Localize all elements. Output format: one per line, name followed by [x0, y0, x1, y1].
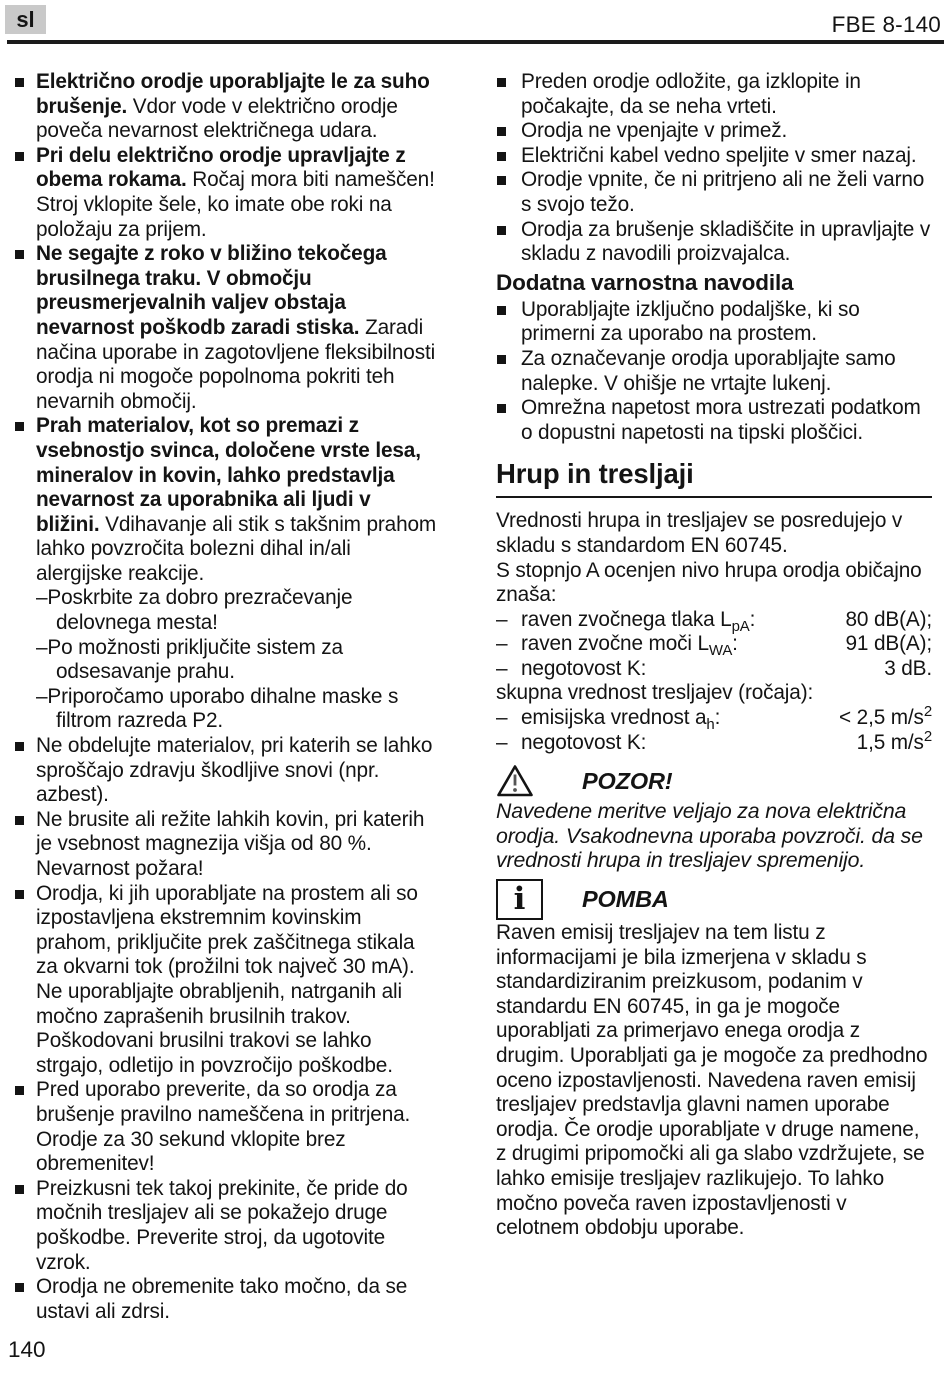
safety-bullet: [496, 168, 932, 217]
noise-row: [496, 657, 932, 682]
row-label-text: raven zvočnega tlaka L: [521, 607, 732, 631]
safety-bullet: [496, 218, 932, 267]
safety-bullet: [14, 1078, 438, 1176]
bullet-bold-text: Pri delu električno orodje upravljajte z obema rokama.: [36, 143, 406, 192]
bullet-text: Orodja ne vpenjajte v primež.: [521, 119, 788, 143]
dash-item: –Poskrbite za dobro prezračevanje delovnega mesta!: [36, 586, 353, 635]
row-label: [521, 706, 839, 734]
vibration-row: [496, 703, 932, 734]
safety-bullet: [496, 144, 932, 169]
row-value: [846, 608, 933, 633]
row-label-colon: :: [732, 632, 738, 656]
row-value-text: 80 dB(A);: [845, 607, 932, 631]
info-icon-box: [496, 879, 543, 920]
bullet-text: Uporabljajte izključno podaljške, ki so primerni za uporabo na prostem.: [521, 297, 860, 346]
row-value-text: 91 dB(A);: [845, 632, 932, 656]
bullet-text: Ročaj mora biti nameščen! Stroj vklopite šele, ko imate obe roki na položaju za prijem.: [36, 168, 435, 241]
bullet-text: Zaradi načina uporabe in zagotovljene fleksibilnosti orodja ni mogoče popolnoma pokriti teh nevarnih območij.: [36, 315, 436, 413]
section-heading: Hrup in tresljaji: [496, 459, 932, 498]
bullet-text: Orodja, ki jih uporabljate na prostem ali so izpostavljena ekstremnim kovinskim prahom, priključite prek zaščitnega stikala za okvarni tok (prožilni tok največ 30 mA). Ne uporabljajte obrabljenih, natrganih ali močno zaprašenih brusilnih trakov. Poškodovani brusilni trakovi se lahko strgajo, odletijo in povzročijo poškodbe.: [36, 881, 418, 1077]
bullet-text: Za označevanje orodja uporabljajte samo nalepke. V ohišje ne vrtajte lukenj.: [521, 346, 896, 395]
row-dash: –: [496, 706, 508, 730]
warning-block-header: [496, 764, 932, 798]
page-number: 140: [8, 1337, 46, 1362]
bullet-text: Omrežna napetost mora ustrezati podatkom o dopustni napetosti na tipski ploščici.: [521, 396, 921, 444]
row-label: [521, 657, 884, 682]
safety-bullet: [14, 1275, 438, 1324]
row-dash: –: [496, 730, 508, 754]
bullet-text: Preden orodje odložite, ga izklopite in počakajte, da se neha vrteti.: [521, 70, 861, 118]
bullet-text: Orodje vpnite, če ni pritrjeno ali ne želi varno s svojo težo.: [521, 168, 925, 216]
dash-item: –Priporočamo uporabo dihalne maske s filtrom razreda P2.: [36, 684, 399, 733]
info-icon: [496, 879, 552, 920]
bullet-text: Orodja za brušenje skladiščite in upravljajte v skladu z navodili proizvajalca.: [521, 217, 931, 266]
safety-bullet: [14, 734, 438, 808]
safety-bullet: [496, 70, 932, 119]
note-block-header: [496, 879, 932, 920]
row-label-subscript: pA: [731, 617, 750, 635]
vibration-row: [496, 727, 932, 756]
row-label: [521, 608, 846, 633]
row-label: [521, 731, 857, 756]
bullet-bold-text: Prah materialov, kot so premazi z vsebnostjo svinca, določene vrste lesa, mineralov in kovin, lahko predstavlja nevarnost za uporabnika ali ljudi v bližini.: [36, 414, 421, 536]
language-badge: sl: [5, 5, 46, 34]
bullet-text: Električni kabel vedno speljite v smer nazaj.: [521, 143, 917, 167]
bullet-text: Ne brusite ali režite lahkih kovin, pri katerih je vsebnost magnezija višja od 80 %. Nevarnost požara!: [36, 807, 425, 880]
left-column: [14, 70, 438, 1324]
warning-triangle-icon: [496, 764, 552, 798]
warning-text: Navedene meritve veljajo za nova električna orodja. Vsakodnevna uporaba povzroči. da se vrednosti hrupa in tresljajev spremenijo.: [496, 799, 923, 873]
right-column: [496, 70, 932, 1324]
noise-intro: Vrednosti hrupa in tresljajev se posredujejo v skladu s standardom EN 60745.: [496, 509, 903, 557]
page-header: [0, 0, 950, 44]
row-label-colon: :: [714, 706, 721, 730]
safety-bullet: [496, 347, 932, 396]
row-value: [839, 703, 932, 731]
info-icon-glyph: i: [513, 881, 526, 918]
safety-bullet: [496, 298, 932, 347]
bullet-text: Preizkusni tek takoj prekinite, če pride do močnih tresljajev ali se pokažejo druge poškodbe. Preverite stroj, da ugotovite vzrok.: [36, 1176, 408, 1274]
model-number: FBE 8-140: [831, 12, 941, 37]
header-rule: [7, 40, 944, 44]
note-text: Raven emisij tresljajev na tem listu z informacijami je bila izmerjena v skladu s standardiziranim preizkusom, podanim v standardu EN 60745, in ga je mogoče uporabljati za primerjavo enega orodja z drugim. Uporabljati ga je mogoče za predhodno oceno izpostavljenosti. Navedena raven emisij tresljajev predstavlja glavni namen uporabe orodja. Če orodje uporabljate v druge namene, z drugimi pripomočki ali ga slabo vzdržujete, se lahko emisije tresljajev razlikujejo. To lahko močno poveča raven izpostavljenosti v celotnem obdobju uporabe.: [496, 921, 928, 1240]
row-value-text: 3 dB.: [884, 656, 932, 680]
row-value-text: 1,5 m/s: [856, 730, 924, 754]
row-value-superscript: 2: [923, 727, 932, 745]
row-value-text: < 2,5 m/s: [839, 706, 924, 730]
row-value: [856, 727, 932, 756]
row-dash: –: [496, 632, 508, 656]
safety-bullet: [14, 1177, 438, 1275]
row-value: [884, 657, 932, 682]
noise-intro: S stopnjo A ocenjen nivo hrupa orodja običajno znaša:: [496, 558, 922, 607]
warning-label: POZOR!: [582, 767, 673, 794]
safety-bullet: [14, 70, 438, 144]
note-label: POMBA: [582, 886, 669, 913]
noise-row: [496, 608, 932, 633]
safety-bullet: [14, 808, 438, 882]
row-label-colon: :: [749, 607, 756, 631]
bullet-bold-text: Ne segajte z roko v bližino tekočega brusilnega traku. V območju preusmerjevalnih valjev obstaja nevarnost poškodb zaradi stiska.: [36, 242, 387, 339]
bullet-text: Orodja ne obremenite tako močno, da se ustavi ali zdrsi.: [36, 1275, 408, 1323]
page-content: [0, 44, 950, 1324]
bullet-text: Vdihavanje ali stik s takšnim prahom lahko povzročita bolezni dihal in/ali alergijske reakcije.: [36, 512, 437, 585]
safety-bullet: [14, 242, 438, 414]
row-value: [846, 632, 933, 657]
safety-bullet: [496, 119, 932, 144]
subsection-heading: Dodatna varnostna navodila: [496, 269, 794, 295]
row-label-text: negotovost K:: [521, 730, 647, 754]
bullet-text: Pred uporabo preverite, da so orodja za brušenje pravilno nameščena in pritrjena. Orodje za 30 sekund vklopite brez obremenitev!: [36, 1078, 411, 1176]
row-value-superscript: 2: [923, 703, 932, 721]
bullet-bold-text: Električno orodje uporabljajte le za suho brušenje.: [36, 70, 430, 118]
safety-bullet: [14, 144, 438, 242]
bullet-text: Ne obdelujte materialov, pri katerih se lahko sproščajo zdravju škodljive snovi (npr. azbest).: [36, 734, 433, 807]
row-label-subscript: h: [706, 716, 715, 734]
safety-bullet: [496, 396, 932, 445]
dash-item: –Po možnosti priključite sistem za odsesavanje prahu.: [36, 635, 343, 684]
safety-bullet: [14, 882, 438, 1079]
noise-row: [496, 632, 932, 660]
bullet-text: Vdor vode v električno orodje poveča nevarnost električnega udara.: [36, 94, 398, 143]
row-dash: –: [496, 607, 508, 631]
row-label-text: emisijska vrednost a: [521, 706, 707, 730]
row-label-subscript: WA: [708, 642, 733, 660]
row-dash: –: [496, 656, 508, 680]
safety-bullet: [14, 414, 438, 734]
vibration-label: skupna vrednost tresljajev (ročaja):: [496, 681, 814, 705]
row-label: [521, 632, 846, 660]
row-label-text: negotovost K:: [521, 656, 647, 680]
row-label-text: raven zvočne moči L: [521, 632, 709, 656]
